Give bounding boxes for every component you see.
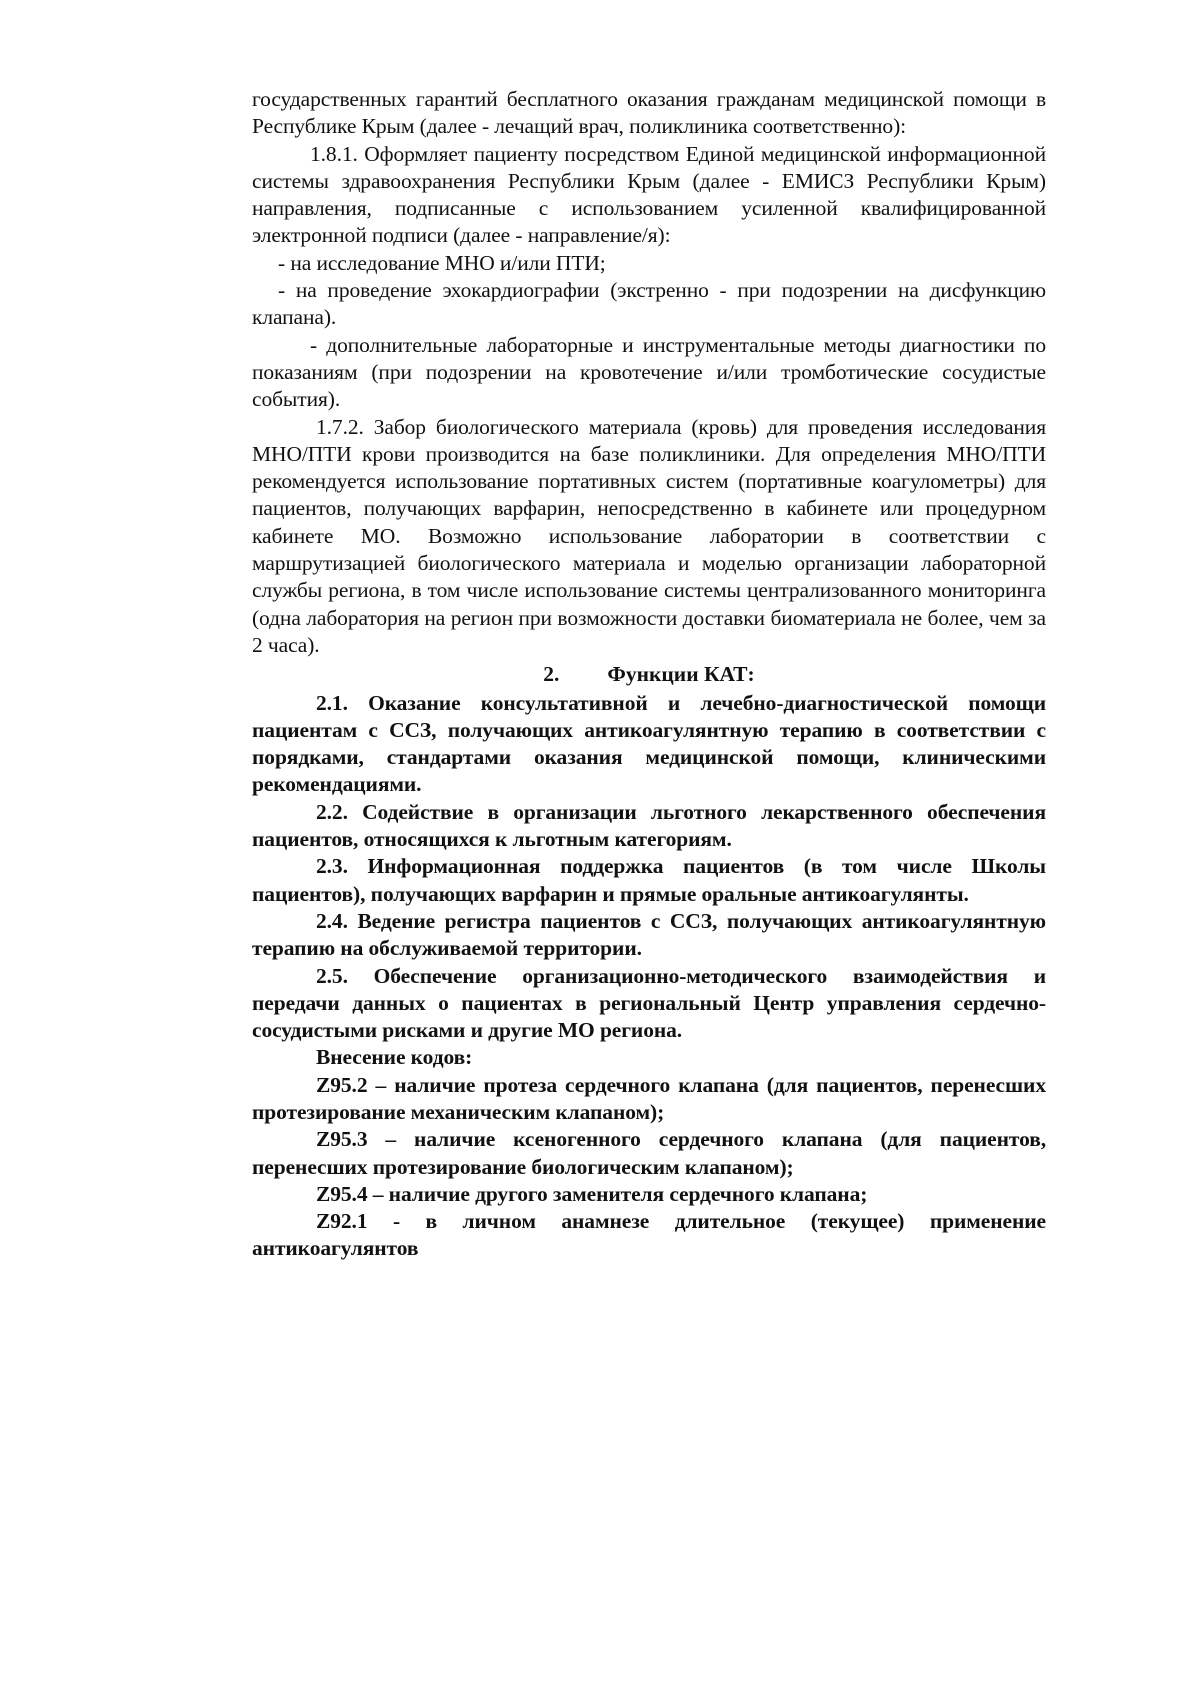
code-z95-3: Z95.3 – наличие ксеногенного сердечного клапана (для пациентов, перенесших протезирование биологическим клапаном); [252,1127,1046,1179]
section-number: 2. [543,662,560,687]
code-z92-1: Z92.1 - в личном анамнезе длительное (текущее) применение антикоагулянтов [252,1209,1046,1261]
section-title: Функции КАТ: [607,662,755,687]
list-item-mno: - на исследование МНО и/или ПТИ; [278,250,606,275]
paragraph-1-8-1: 1.8.1. Оформляет пациенту посредством Единой медицинской информационной системы здравоохранения Республики Крым (далее - ЕМИСЗ Республики Крым) направления, подписанные с использованием усиленной квалифицированной электронной подписи (далее - направление/я): [252,141,1046,248]
paragraph-2-1: 2.1. Оказание консультативной и лечебно-диагностической помощи пациентам с ССЗ, получающих антикоагулянтную терапию в соответствии с порядками, стандартами оказания медицинской помощи, клиническими рекомендациями. [252,690,1046,797]
intro-paragraph: государственных гарантий бесплатного оказания гражданам медицинской помощи в Республике Крым (далее - лечащий врач, поликлиника соответственно): [252,87,1046,139]
paragraph-2-2: 2.2. Содействие в организации льготного лекарственного обеспечения пациентов, относящихся к льготным категориям. [252,799,1046,852]
paragraph-2-4: 2.4. Ведение регистра пациентов с ССЗ, получающих антикоагулянтную терапию на обслуживаемой территории. [252,908,1046,961]
code-z95-4: Z95.4 – наличие другого заменителя сердечного клапана; [316,1181,868,1206]
list-item-lab: - дополнительные лабораторные и инструментальные методы диагностики по показаниям (при подозрении на кровотечение и/или тромботические сосудистые события). [252,332,1046,412]
document-page [252,86,1046,1263]
paragraph-1-7-2: 1.7.2. Забор биологического материала (кровь) для проведения исследования МНО/ПТИ крови производится на базе поликлиники. Для определения МНО/ПТИ рекомендуется использование портативных систем (портативные коагулометры) для пациентов, получающих варфарин, непосредственно в кабинете или процедурном кабинете МО. Возможно использование лаборатории в соответствии с маршрутизацией биологического материала и моделью организации лабораторной службы региона, в том числе использование системы централизованного мониторинга (одна лаборатория на регион при возможности доставки биоматериала не более, чем за 2 часа). [252,414,1046,657]
paragraph-2-3: 2.3. Информационная поддержка пациентов (в том числе Школы пациентов), получающих варфарин и прямые оральные антикоагулянты. [252,854,1046,906]
codes-heading: Внесение кодов: [316,1045,473,1070]
paragraph-2-5: 2.5. Обеспечение организационно-методического взаимодействия и передачи данных о пациентах в региональный Центр управления сердечно-сосудистыми рисками и другие МО региона. [252,963,1046,1043]
section-heading [252,661,1046,688]
code-z95-2: Z95.2 – наличие протеза сердечного клапана (для пациентов, перенесших протезирование механическим клапаном); [252,1072,1046,1124]
list-item-echo: - на проведение эхокардиографии (экстренно - при подозрении на дисфункцию клапана). [252,278,1046,330]
